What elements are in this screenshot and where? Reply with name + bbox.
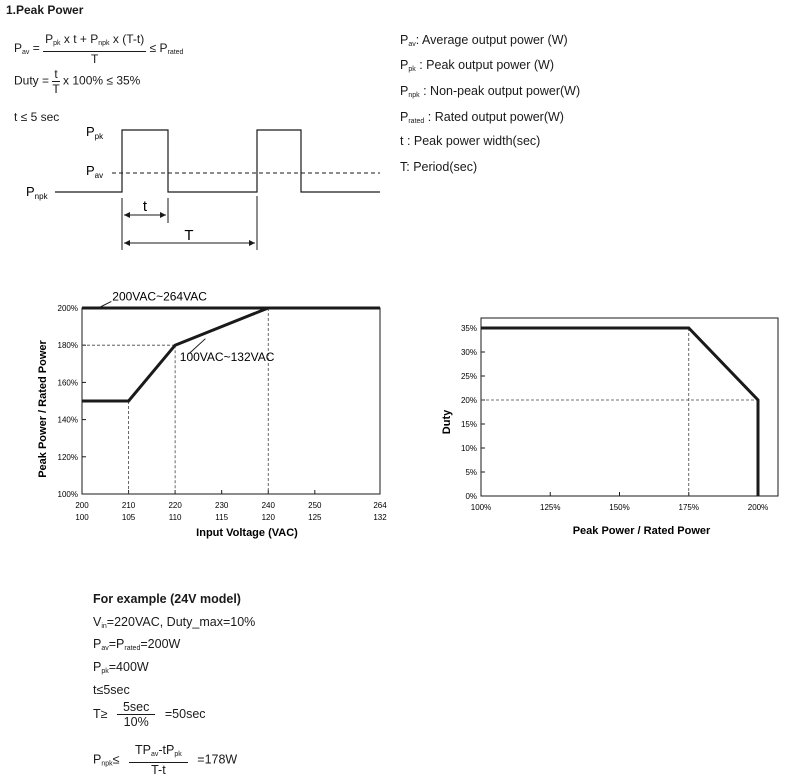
duty-denominator: T (52, 82, 60, 96)
example-line-pnpk: $P_{npk}\le$ $\frac{TP_{av}-tP_{pk}}{T-t}$ =178W (93, 743, 238, 777)
chart1-xtick-label: 264 (373, 501, 387, 510)
chart2-xtick-label: 175% (678, 503, 699, 512)
chart2-ylabel: Duty (441, 409, 453, 435)
pav-symbol: P (14, 41, 23, 56)
ppk-label: $P_{pk}$ (86, 124, 104, 141)
chart1-ytick-label: 160% (57, 378, 78, 388)
pav-formula (14, 32, 183, 66)
chart1-series-label-high: 200VAC~264VAC (112, 290, 207, 304)
chart1-xtick-label: 230 (215, 501, 229, 510)
chart2-ytick-label: 20% (460, 396, 477, 405)
t-arrow-right (160, 212, 166, 218)
chart2-ytick-label: 10% (460, 444, 477, 453)
example-pnpk-fraction: $\frac{TP_{av}-tP_{pk}}{T-t}$ (129, 743, 188, 777)
chart2-xtick-label: 150% (609, 503, 630, 512)
legend-pnpk: $P_{npk}$ : Non-peak output power(W) (400, 84, 581, 99)
chart1-xtick-label-secondary: 105 (121, 513, 136, 522)
chart2-ytick-label: 25% (460, 372, 477, 381)
example-line-vin: $V_{in}=220VAC$, Duty_max=10% (93, 615, 256, 630)
chart2-ytick-label: 30% (460, 348, 477, 357)
chart1-series-label-low: 100VAC~132VAC (179, 350, 275, 365)
chart2-xtick-label: 100% (470, 503, 492, 512)
chart1-xtick-label-secondary: 100 (75, 513, 89, 522)
chart1-ytick-label: 200% (57, 304, 78, 313)
example-line-ppk: $P_{pk}=400W$ (93, 660, 149, 675)
example-line-t: t≤5sec (93, 683, 130, 697)
equals-sign: = (32, 41, 40, 56)
example-line-pav: $P_{av}=P_{rated}=200W$ (93, 637, 181, 652)
chart1-xtick-label-secondary: 115 (215, 513, 229, 522)
pnpk-label: $P_{npk}$ (26, 184, 48, 201)
pav-label: $P_{av}$ (86, 163, 104, 180)
t-limit: t ≤ 5 sec (14, 110, 60, 124)
chart2-frame (481, 318, 778, 496)
example-title: For example (24V model) (93, 592, 241, 606)
t-arrow-left (124, 212, 130, 218)
chart1-ytick-label: 120% (57, 452, 78, 462)
duty-rhs: x 100% ≤ 35% (63, 73, 141, 88)
prated-bound: ≤ P (149, 41, 168, 56)
chart1-xtick-label: 250 (308, 501, 322, 510)
chart2-ytick-label: 35% (460, 324, 477, 333)
duty-fraction (52, 67, 59, 96)
prated-sub: rated (167, 49, 184, 57)
example-T-fraction: $\frac{5\sec}{10\%}$ (117, 700, 155, 729)
chart1-xtick-label-secondary: 120 (261, 513, 275, 522)
legend-t: t : Peak power width(sec) (400, 134, 541, 148)
pav-fraction (43, 32, 146, 66)
chart1-xtick-label: 210 (121, 501, 136, 510)
chart2-ytick-label: 0% (465, 492, 477, 501)
T-arrow-right (249, 240, 255, 246)
duty-formula (14, 67, 140, 96)
chart2-ytick-label: 15% (460, 420, 477, 429)
legend-pav: $P_{av}$: Average output power (W) (400, 33, 568, 48)
duty-lhs: Duty = (14, 73, 50, 88)
t-label: t (142, 198, 148, 215)
chart1-xtick-label-secondary: 110 (168, 513, 182, 522)
chart1-xtick-label: 240 (261, 501, 275, 510)
pav-sub: av (22, 49, 30, 57)
chart2-series-line (481, 328, 758, 496)
pav-denominator: T (90, 52, 99, 66)
chart1-ytick-label: 180% (57, 341, 78, 351)
chart1-ytick-label: 140% (57, 415, 78, 425)
legend-prated: $P_{rated}$ : Rated output power(W) (400, 110, 564, 125)
pulse-waveform (0, 118, 400, 258)
chart2-xlabel: Peak Power / Rated Power (572, 525, 711, 537)
pav-numerator: $P_{pk}$ x $t + P_{npk}$ x (T-t) (43, 32, 146, 52)
peak-power-vs-voltage-chart (0, 290, 400, 555)
T-label: T (184, 227, 194, 244)
T-arrow-left (124, 240, 130, 246)
chart1-xtick-label-secondary: 125 (308, 513, 322, 522)
legend-ppk: $P_{pk}$ : Peak output power (W) (400, 58, 555, 73)
chart1-xtick-label-secondary: 132 (373, 513, 387, 522)
chart2-xtick-label: 200% (747, 503, 769, 512)
duty-vs-peak-power-chart (420, 310, 789, 555)
legend-T: T: Period(sec) (400, 160, 478, 174)
chart1-xtick-label: 220 (168, 501, 182, 510)
section-title: 1.Peak Power (6, 3, 84, 17)
chart2-xtick-label: 125% (540, 503, 561, 512)
duty-numerator: t (54, 67, 58, 81)
chart1-ylabel: Peak Power / Rated Power (37, 340, 49, 478)
chart1-xlabel: Input Voltage (VAC) (196, 527, 298, 539)
chart1-ytick-label: 100% (57, 490, 78, 499)
chart2-ytick-label: 5% (465, 468, 477, 477)
example-line-T: T≥ $\frac{5\sec}{10\%}$ =50sec (93, 700, 206, 729)
waveform-line (55, 130, 380, 192)
chart1-xtick-label: 200 (75, 501, 89, 510)
